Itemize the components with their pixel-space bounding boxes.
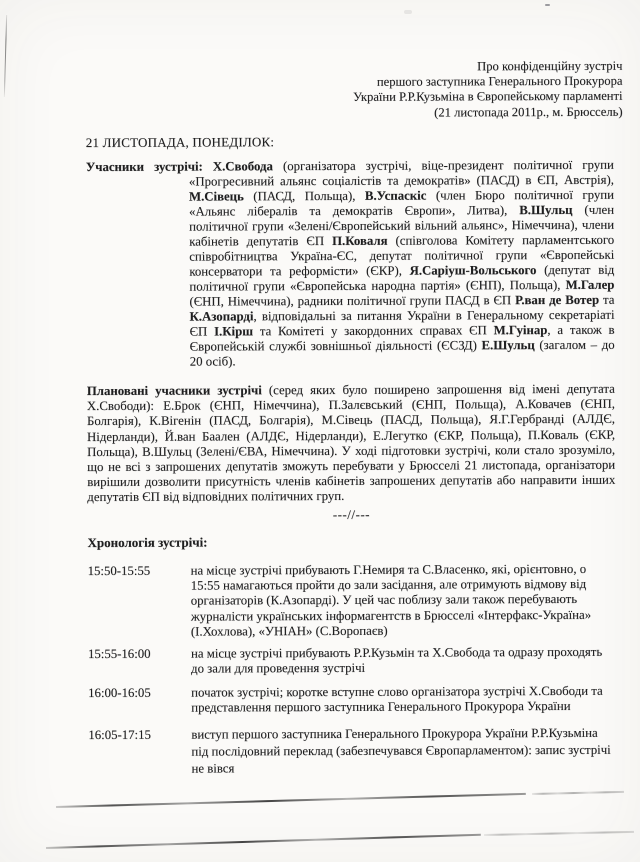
chronology-entry — [88, 684, 612, 717]
entry-text: на місце зустрічі прибувають Г.Немиря та С.Власенко, які, орієнтовно, о 15:55 намагаються пройти до зали засідання, але отримують відмову від організаторів (К.Азопарді). У цей час поблизу зали також перебувають журналісти українських інформагентств в Брюсселі «Інтерфакс-Україна» (І.Хохлова), «УНІАН» (С.Воропаєв) — [190, 561, 592, 639]
entry-text: на місце зустрічі прибувають Р.Р.Кузьмін та Х.Свобода та одразу проходять до зали для проведення зустрічі — [190, 644, 603, 676]
header-line-official: першого заступника Генерального Прокурора — [376, 73, 623, 89]
document-header-block — [353, 59, 623, 121]
entry-time: 15:50-15:55 — [87, 563, 151, 579]
chronology-heading: Хронологія зустрічі: — [87, 534, 208, 551]
date-heading: 21 ЛИСТОПАДА, ПОНЕДІЛОК: — [85, 134, 275, 151]
entry-time: 16:05-17:15 — [88, 727, 151, 743]
entry-time: 15:55-16:00 — [87, 646, 151, 662]
participants-paragraph: Учасники зустрічі: Х.Свобода (організатора зустрічі, віце-президент політичної групи «Прогресивний альянс соціалістів та демократів» (ПАСД) в ЄП, Австрія), М.Сівець (ПАСД, Польща), В.Успаскіс (член Бюро політичної групи «Альянс лібералів та демократів Європи», Литва), В.Шульц (член політичної групи «Зелені/Європейський вільний альянс», Німеччина), члени кабінетів депутатів ЄП П.Коваля (співголова Комітету парламентського співробітництва Україна-ЄС, депутат політичної групи «Європейські консерватори та реформісти» (ЄКР), Я.Саріуш-Вольського (депутат від політичної групи «Європейська народна партія» (ЄНП), Польща), М.Галер (ЄНП, Німеччина), радники політичної групи ПАСД в ЄП Р.ван де Вотер та К.Азопарді, відповідальні за питання України в Генеральному секретаріаті ЄП І.Кірш та Комітеті у закордонних справах ЄП М.Гуінар, а також в Європейській службі зовнішньої діяльності (ЄСЗД) Е.Шульц (загалом – до 20 осіб). — [85, 157, 615, 369]
header-line-date: (21 листопада 2011р., м. Брюссель) — [434, 104, 623, 120]
entry-text: виступ першого заступника Генерального Прокурора України Р.Р.Кузьміна під послідовний переклад (забезпечувався Європарламентом): запис зустрічі не вівся — [191, 725, 611, 776]
section-separator: ---//--- — [332, 506, 370, 522]
chronology-entry — [88, 645, 612, 678]
entry-time: 16:00-16:05 — [88, 685, 151, 701]
header-line-venue: України Р.Р.Кузьміна в Європейському парламенті — [353, 89, 623, 105]
entry-text: початок зустрічі; коротке вступне слово організатора зустрічі Х.Свободи та представлення першого заступника Генерального Прокурора України — [191, 683, 603, 715]
chronology-entry — [88, 562, 612, 640]
chronology-entry — [88, 725, 612, 778]
header-line-title: Про конфіденційну зустріч — [477, 58, 623, 74]
planned-participants-paragraph: Плановані учасники зустрічі (серед яких було поширено запрошення від імені депутата Х.Свободи): Е.Брок (ЄНП, Німеччина), П.Залєвський (ЄНП, Польща), А.Ковачев (ЄНП, Болгарія), К.Вігенін (ПАСД, Болгарія), М.Сівець (ПАСД, Польща), Я.Г.Гербранді (АЛДЄ, Нідерланди), Й.ван Баален (АЛДЄ, Нідерланди), Е.Легутко (ЄКР, Польща), П.Коваль (ЄКР, Польща), В.Шульц (Зелені/ЄВА, Німеччина). У ході підготовки зустрічі, коли стало зрозуміло, що не всі з запрошених депутатів зможуть перебувати у Брюсселі 21 листопада, організатори вирішили дозволити присутність членів кабінетів запрошених депутатів або направити інших депутатів ЄП від відповідних політичних груп. — [86, 381, 616, 505]
